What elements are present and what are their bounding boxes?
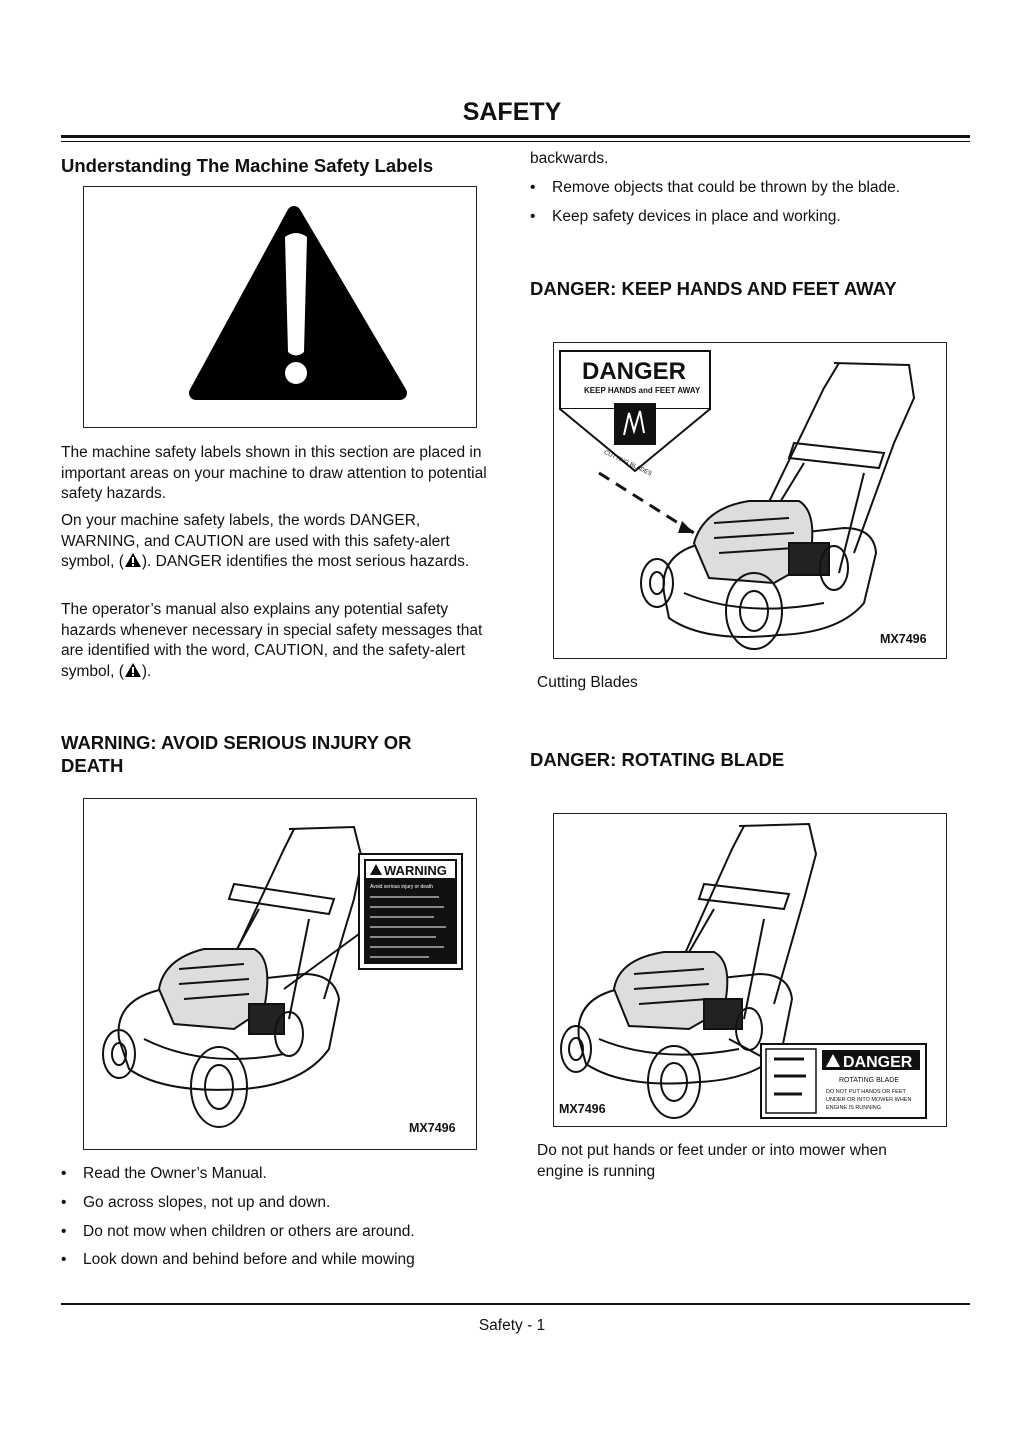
list-item-text: Look down and behind before and while mowing	[83, 1251, 415, 1268]
lawn-mower-warning-illustration	[84, 799, 476, 1149]
footer-rule	[61, 1303, 970, 1305]
list-item-text: Remove objects that could be thrown by the blade.	[552, 179, 901, 196]
blade-decal-line1: DO NOT PUT HANDS OR FEET	[826, 1089, 906, 1095]
hands-decal-subtitle: KEEP HANDS and FEET AWAY	[584, 386, 701, 395]
page-footer: Safety - 1	[478, 1317, 546, 1334]
list-item-text: Do not mow when children or others are around.	[83, 1223, 415, 1240]
signal-words-text-b: ). DANGER identifies the most serious hazards.	[141, 553, 470, 570]
lawn-mower-danger-hands-illustration	[554, 343, 946, 658]
hand-hazard-icon	[614, 403, 656, 445]
hands-feet-heading: DANGER: KEEP HANDS AND FEET AWAY	[530, 278, 897, 299]
manual-paragraph	[61, 600, 506, 684]
list-item: • Remove objects that could be thrown by the blade.	[530, 179, 901, 196]
signal-words-text-a: On your machine safety labels, the words DANGER, WARNING, and CAUTION are used with this safety-alert symbol, (	[61, 512, 450, 570]
list-item: • Go across slopes, not up and down.	[61, 1194, 331, 1211]
list-item: • Read the Owner’s Manual.	[61, 1165, 267, 1182]
figure-code: MX7496	[409, 1121, 456, 1135]
intro-paragraph: The machine safety labels shown in this section are placed in important areas on your machine to draw attention to potential safety hazards.	[61, 444, 487, 502]
list-item: • Keep safety devices in place and working.	[530, 208, 841, 225]
warning-heading: WARNING: AVOID SERIOUS INJURY OR DEATH	[61, 732, 412, 776]
continued-text: backwards.	[530, 150, 609, 167]
manual-text-a: The operator’s manual also explains any potential safety hazards whenever necessary in special safety messages that are identified with the word, CAUTION, and the safety-alert symbol, (	[61, 601, 483, 680]
safety-alert-figure	[83, 186, 477, 428]
header-rule-thin	[61, 141, 970, 142]
list-item-text: Read the Owner’s Manual.	[83, 1165, 267, 1182]
list-item: • Look down and behind before and while mowing	[61, 1251, 415, 1268]
warning-figure	[83, 798, 477, 1150]
figure-code: MX7496	[559, 1102, 606, 1116]
section-heading: Understanding The Machine Safety Labels	[61, 155, 434, 176]
blade-decal-line2: UNDER OR INTO MOWER WHEN	[826, 1097, 912, 1103]
warning-decal-title: WARNING	[384, 863, 447, 878]
header-rule	[61, 135, 970, 138]
figure-code: MX7496	[880, 632, 927, 646]
hands-figure-caption: Cutting Blades	[537, 674, 638, 691]
list-item-text: Keep safety devices in place and working.	[552, 208, 841, 225]
list-item-text: Go across slopes, not up and down.	[83, 1194, 331, 1211]
warning-decal-subtitle: Avoid serious injury or death	[370, 884, 433, 890]
rotating-blade-figure	[553, 813, 947, 1127]
rotating-blade-caption: Do not put hands or feet under or into mower when engine is running	[537, 1142, 887, 1180]
signal-words-paragraph	[61, 511, 501, 575]
safety-alert-triangle-icon	[84, 187, 476, 427]
hands-decal-arc-text: CUTTING BLADES	[602, 449, 653, 478]
manual-text-b: ).	[141, 662, 152, 680]
hands-feet-figure	[553, 342, 947, 659]
hands-decal-title: DANGER	[582, 358, 687, 385]
list-item: • Do not mow when children or others are around.	[61, 1223, 415, 1240]
blade-decal-subtitle: ROTATING BLADE	[839, 1077, 900, 1084]
blade-decal-title: DANGER	[843, 1054, 913, 1071]
lawn-mower-rotating-blade-illustration	[554, 814, 946, 1126]
safety-alert-inline-icon	[124, 662, 142, 685]
page-title: SAFETY	[462, 98, 562, 126]
safety-alert-inline-icon	[124, 552, 142, 575]
blade-decal-line3: ENGINE IS RUNNING	[826, 1105, 882, 1111]
rotating-blade-heading: DANGER: ROTATING BLADE	[530, 749, 785, 770]
